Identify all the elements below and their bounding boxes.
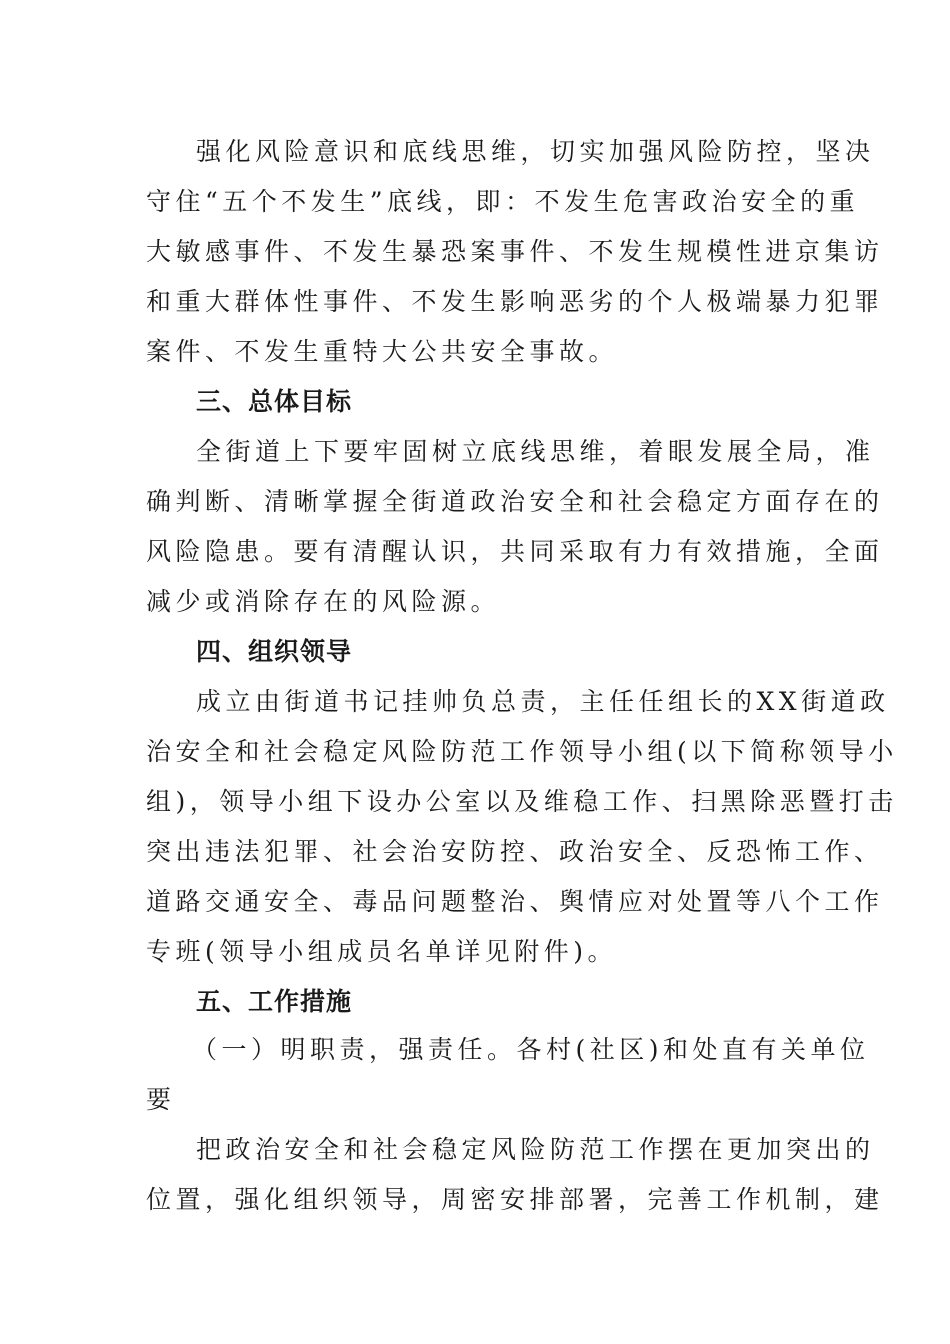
- paragraph-3-line-2: 治安全和社会稳定风险防范工作领导小组(以下简称领导小: [146, 737, 898, 766]
- paragraph-1-line-4: 和重大群体性事件、不发生影响恶劣的个人极端暴力犯罪: [146, 287, 884, 316]
- section-heading-organization: 四、组织领导: [196, 637, 353, 666]
- paragraph-2-line-4: 减少或消除存在的风险源。: [146, 587, 501, 616]
- paragraph-3-line-4: 突出违法犯罪、社会治安防控、政治安全、反恐怖工作、: [146, 837, 884, 866]
- section-heading-work-measures: 五、工作措施: [196, 987, 353, 1016]
- section-heading-overall-goals: 三、总体目标: [196, 387, 353, 416]
- paragraph-3-line-3: 组)，领导小组下设办公室以及维稳工作、扫黑除恶暨打击: [146, 787, 898, 816]
- paragraph-5-line-1: 把政治安全和社会稳定风险防范工作摆在更加突出的: [196, 1135, 875, 1164]
- paragraph-4-line-1: （一）明职责，强责任。各村(社区)和处直有关单位: [192, 1035, 870, 1064]
- paragraph-1-line-3: 大敏感事件、不发生暴恐案事件、不发生规模性进京集访: [146, 237, 884, 266]
- paragraph-2-line-3: 风险隐患。要有清醒认识，共同采取有力有效措施，全面: [146, 537, 884, 566]
- paragraph-3-line-1: 成立由街道书记挂帅负总责，主任任组长的XX街道政: [196, 687, 890, 716]
- paragraph-2-line-1: 全街道上下要牢固树立底线思维，着眼发展全局，准: [196, 437, 875, 466]
- paragraph-3-line-6: 专班(领导小组成员名单详见附件)。: [146, 937, 618, 966]
- paragraph-1-line-1: 强化风险意识和底线思维，切实加强风险防控，坚决: [196, 137, 875, 166]
- paragraph-4-line-2: 要: [146, 1085, 176, 1114]
- paragraph-3-line-5: 道路交通安全、毒品问题整治、舆情应对处置等八个工作: [146, 887, 884, 916]
- paragraph-5-line-2: 位置，强化组织领导，周密安排部署，完善工作机制，建: [146, 1185, 884, 1214]
- paragraph-1-line-2: 守住“五个不发生”底线，即：不发生危害政治安全的重: [146, 187, 860, 216]
- paragraph-1-line-5: 案件、不发生重特大公共安全事故。: [146, 337, 619, 366]
- paragraph-2-line-2: 确判断、清晰掌握全街道政治安全和社会稳定方面存在的: [146, 487, 884, 516]
